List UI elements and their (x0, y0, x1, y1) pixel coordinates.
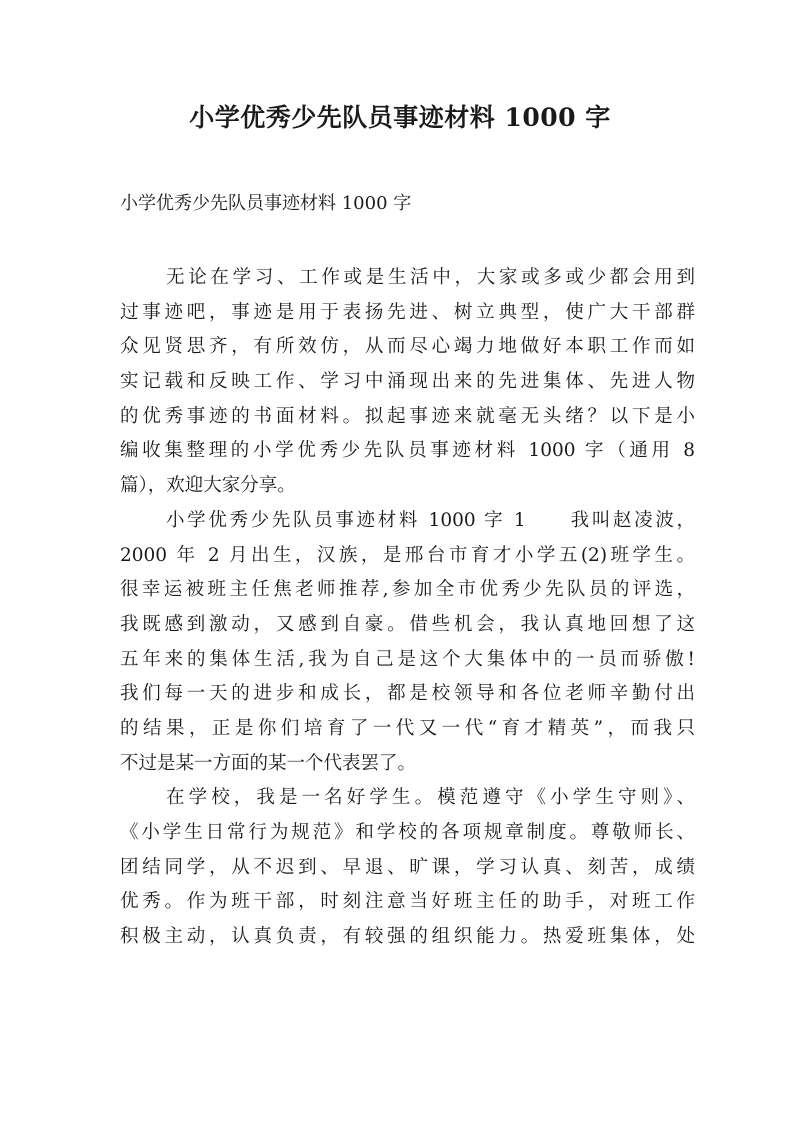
text-line: 积极主动，认真负责，有较强的组织能力。热爱班集体，处 (120, 926, 695, 948)
document-body (120, 261, 695, 955)
text-line: 2000 年 2 月出生，汉族，是邢台市育才小学五(2)班学生。 (120, 544, 695, 566)
text-line: 的结果，正是你们培育了一代又一代“育才精英”，而我只 (120, 717, 695, 739)
text-line: 编收集整理的小学优秀少先队员事迹材料 1000 字（通用 8 (120, 440, 695, 462)
text-line: 优秀。作为班干部，时刻注意当好班主任的助手，对班工作 (120, 891, 695, 913)
text-line: 团结同学，从不迟到、早退、旷课，学习认真、刻苦，成绩 (120, 856, 695, 878)
text-line: 五年来的集体生活,我为自己是这个大集体中的一员而骄傲! (120, 648, 695, 670)
text-line: 不过是某一方面的某一个代表罢了。 (120, 752, 417, 774)
text-line: 的优秀事迹的书面材料。拟起事迹来就毫无头绪？以下是小 (120, 405, 695, 427)
text-line: 《小学生日常行为规范》和学校的各项规章制度。尊敬师长、 (120, 822, 695, 843)
document-subtitle: 小学优秀少先队员事迹材料 1000 字 (120, 193, 412, 214)
text-line: 过事迹吧，事迹是用于表扬先进、树立典型，使广大干部群 (120, 301, 695, 323)
text-line: 我既感到激动，又感到自豪。借些机会，我认真地回想了这 (120, 613, 695, 635)
text-line: 在学校，我是一名好学生。模范遵守《小学生守则》、 (166, 787, 695, 809)
text-line: 很幸运被班主任焦老师推荐,参加全市优秀少先队员的评选， (120, 579, 695, 601)
text-line: 小学优秀少先队员事迹材料 1000 字 1 我叫赵凌波， (166, 509, 695, 531)
document-title: 小学优秀少先队员事迹材料 1000 字 (189, 103, 611, 132)
text-line: 我们每一天的进步和成长，都是校领导和各位老师辛勤付出 (120, 683, 695, 705)
text-line: 无论在学习、工作或是生活中，大家或多或少都会用到 (166, 267, 695, 288)
text-line: 众见贤思齐，有所效仿，从而尽心竭力地做好本职工作而如 (120, 336, 695, 358)
text-line: 实记载和反映工作、学习中涌现出来的先进集体、先进人物 (120, 371, 695, 393)
text-line: 篇），欢迎大家分享。 (120, 475, 296, 497)
